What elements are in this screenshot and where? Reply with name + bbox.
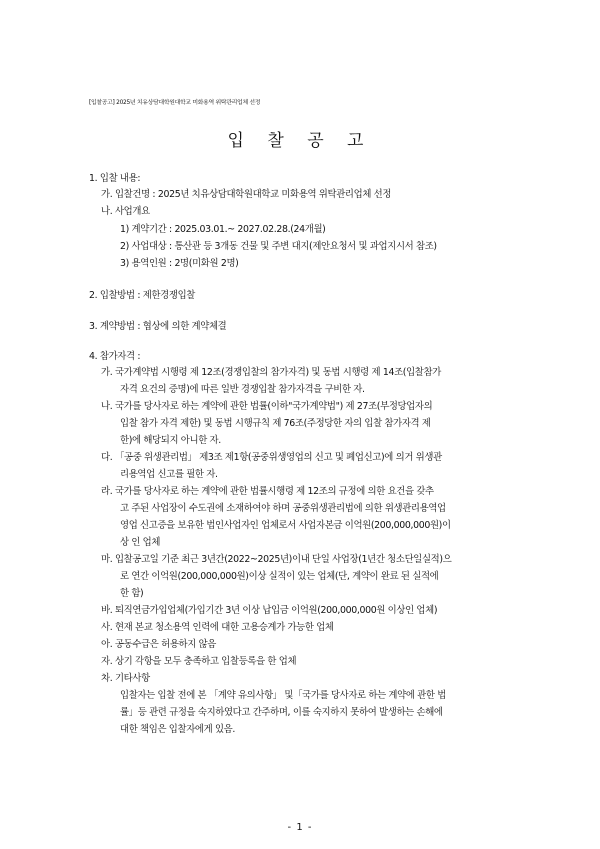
other-matters-text-cont2: 대한 책임은 입찰자에게 있음. — [120, 724, 235, 735]
qualification-na-cont: 입찰 참가 자격 제한) 및 동법 시행규칙 제 76조(주정당한 자의 입찰 참가자격 제 — [120, 418, 431, 429]
qualification-ma-cont: 로 연간 이억원(200,000,000원)이상 실적이 있는 업체(단, 계약이 완료 된 실적에 — [120, 571, 439, 582]
qualification-na-cont2: 한)에 해당되지 아니한 자. — [120, 435, 221, 446]
project-overview: 나. 사업개요 — [101, 206, 150, 217]
qualification-da: 다. 「공중 위생관리법」 제3조 제1항(공중위생영업의 신고 및 폐업신고)에 의거 위생관 — [101, 452, 442, 463]
page-number: - 1 - — [287, 822, 313, 833]
section-1-heading: 1. 입찰 내용: — [89, 173, 141, 184]
qualification-ma-cont2: 한 함) — [120, 588, 144, 599]
section-2-heading: 2. 입찰방법 : 제한경쟁입찰 — [89, 290, 196, 301]
qualification-ra: 라. 국가를 당사자로 하는 계약에 관한 법률시행령 제 12조의 규정에 의한 요건을 갖추 — [101, 486, 434, 497]
qualification-ga: 가. 국가계약법 시행령 제 12조(경쟁입찰의 참가자격) 및 동법 시행령 제 14조(입찰참가 — [101, 367, 441, 378]
qualification-ja: 자. 상기 각항을 모두 충족하고 입찰등록을 한 업체 — [101, 656, 297, 667]
qualification-ba: 바. 퇴직연금가입업체(가입기간 3년 이상 납입금 이억원(200,000,000원 이상인 업체) — [101, 605, 438, 616]
qualification-sa: 사. 현재 본교 청소용역 인력에 대한 고용승계가 가능한 업체 — [101, 622, 334, 633]
bid-name: 가. 입찰건명 : 2025년 치유상담대학원대학교 미화용역 위탁관리업체 선정 — [101, 189, 392, 200]
contract-period: 1) 계약기간 : 2025.03.01.~ 2027.02.28.(24개월) — [120, 224, 326, 235]
service-personnel: 3) 용역인원 : 2명(미화원 2명) — [120, 258, 239, 269]
qualification-ma: 마. 입찰공고일 기준 최근 3년간(2022~2025년)이내 단일 사업장(1년간 청소단일실적)으 — [101, 554, 452, 565]
notice-header: [입찰공고] 2025년 치유상담대학원대학교 미화용역 위탁관리업체 선정 — [89, 100, 261, 106]
section-3-heading: 3. 계약방법 : 협상에 의한 계약체결 — [89, 321, 227, 332]
section-4-heading: 4. 참가자격 : — [89, 351, 141, 362]
other-matters-text-cont: 률」등 관련 규정을 숙지하였다고 간주하며, 이를 숙지하지 못하여 발생하는 손해에 — [120, 707, 443, 718]
qualification-na: 나. 국가를 당사자로 하는 계약에 관한 법률(이하"국가계약법") 제 27조(부정당업자의 — [101, 401, 433, 412]
qualification-ga-cont: 자격 요건의 증명)에 따른 일반 경쟁입찰 참가자격을 구비한 자. — [120, 384, 365, 395]
qualification-ra-cont2: 영업 신고증을 보유한 법인사업자인 업체로서 사업자본금 이억원(200,000,000원)이 — [120, 520, 451, 531]
other-matters-text: 입찰자는 입찰 전에 본 「계약 유의사항」 및「국가를 당사자로 하는 계약에 관한 법 — [120, 690, 446, 701]
qualification-da-cont: 리용역업 신고를 필한 자. — [120, 469, 218, 480]
other-matters-heading: 차. 기타사항 — [101, 673, 150, 684]
project-target: 2) 사업대상 : 통산관 등 3개동 건물 및 주변 대지(제안요청서 및 과업지시서 참조) — [120, 241, 437, 252]
qualification-ra-cont3: 상 인 업체 — [120, 537, 161, 548]
qualification-a: 아. 공동수급은 허용하지 않음 — [101, 639, 216, 650]
page-title: 입 찰 공 고 — [227, 131, 373, 151]
qualification-ra-cont: 고 주된 사업장이 수도권에 소재하여야 하며 공중위생관리법에 의한 위생관리용역업 — [120, 503, 446, 514]
